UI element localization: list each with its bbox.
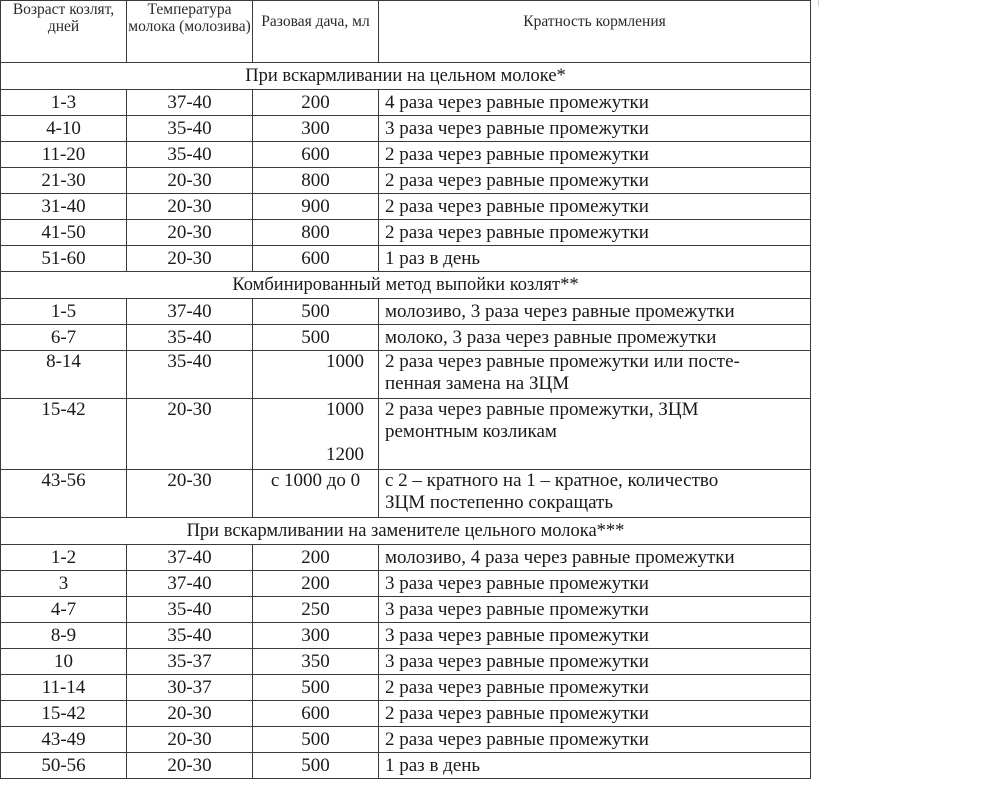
cell-dose: 800 — [253, 168, 379, 194]
cell-dose: 800 — [253, 220, 379, 246]
table-row — [1, 623, 811, 649]
cell-age: 50-56 — [1, 753, 127, 779]
table-row — [1, 142, 811, 168]
cell-dose: 250 — [253, 597, 379, 623]
cell-temperature: 35-40 — [127, 351, 253, 399]
cell-temperature: 35-37 — [127, 649, 253, 675]
table-row — [1, 351, 811, 399]
section-title-row — [1, 272, 811, 299]
header-age: Возраст козлят, дней — [1, 1, 127, 63]
table-row — [1, 325, 811, 351]
cell-frequency — [379, 351, 811, 399]
dose-value: 1000 — [326, 399, 364, 420]
frequency-line: ЗЦМ постепенно сокращать — [385, 492, 614, 513]
cell-age: 4-7 — [1, 597, 127, 623]
table-row — [1, 545, 811, 571]
cell-frequency: 3 раза через равные промежутки — [379, 597, 811, 623]
cell-age: 6-7 — [1, 325, 127, 351]
cell-frequency: 3 раза через равные промежутки — [379, 649, 811, 675]
section-title: При вскармливании на цельном молоке* — [1, 63, 811, 90]
cell-age: 8-14 — [1, 351, 127, 399]
cell-temperature: 37-40 — [127, 571, 253, 597]
cell-dose: 500 — [253, 299, 379, 325]
cell-dose: 350 — [253, 649, 379, 675]
table-row — [1, 168, 811, 194]
table-row — [1, 597, 811, 623]
table-row — [1, 649, 811, 675]
cell-temperature: 37-40 — [127, 299, 253, 325]
table-row — [1, 701, 811, 727]
cell-dose: 600 — [253, 142, 379, 168]
cell-dose: 500 — [253, 675, 379, 701]
cell-dose: 500 — [253, 753, 379, 779]
cell-frequency: 2 раза через равные промежутки — [379, 168, 811, 194]
cell-temperature: 37-40 — [127, 90, 253, 116]
cell-temperature: 35-40 — [127, 597, 253, 623]
cell-dose: 600 — [253, 701, 379, 727]
cell-dose: 300 — [253, 116, 379, 142]
cell-frequency: 3 раза через равные промежутки — [379, 623, 811, 649]
cell-temperature: 20-30 — [127, 220, 253, 246]
cell-dose: 900 — [253, 194, 379, 220]
frequency-line: 2 раза через равные промежутки, ЗЦМ — [385, 399, 699, 420]
cell-frequency: 4 раза через равные промежутки — [379, 90, 811, 116]
cell-dose: 300 — [253, 623, 379, 649]
table-row — [1, 399, 811, 470]
frequency-line: ремонтным козликам — [385, 421, 557, 442]
cell-frequency: 1 раз в день — [379, 753, 811, 779]
table-row — [1, 727, 811, 753]
frequency-line: с 2 – кратного на 1 – кратное, количество — [385, 470, 719, 491]
frequency-line: пенная замена на ЗЦМ — [385, 373, 570, 394]
table-row — [1, 675, 811, 701]
cell-temperature: 20-30 — [127, 753, 253, 779]
cell-dose: 200 — [253, 90, 379, 116]
page-edge-divider — [818, 0, 819, 6]
cell-temperature: 20-30 — [127, 399, 253, 470]
cell-age: 11-20 — [1, 142, 127, 168]
cell-dose: 1000 — [253, 351, 379, 399]
cell-age: 31-40 — [1, 194, 127, 220]
cell-frequency — [379, 470, 811, 518]
cell-frequency: 2 раза через равные промежутки — [379, 701, 811, 727]
table-row — [1, 299, 811, 325]
cell-frequency: 1 раз в день — [379, 246, 811, 272]
cell-temperature: 20-30 — [127, 727, 253, 753]
cell-temperature: 20-30 — [127, 470, 253, 518]
cell-age: 4-10 — [1, 116, 127, 142]
cell-temperature: 30-37 — [127, 675, 253, 701]
frequency-line: 2 раза через равные промежутки или посте- — [385, 351, 740, 372]
dose-value-secondary: 1200 — [326, 444, 364, 465]
cell-dose: 200 — [253, 545, 379, 571]
table-row — [1, 194, 811, 220]
cell-age: 43-49 — [1, 727, 127, 753]
header-dose: Разовая дача, мл — [253, 1, 379, 63]
section-title: Комбинированный метод выпойки козлят** — [1, 272, 811, 299]
cell-age: 41-50 — [1, 220, 127, 246]
cell-age: 11-14 — [1, 675, 127, 701]
cell-dose: 200 — [253, 571, 379, 597]
cell-age: 1-3 — [1, 90, 127, 116]
section-title: При вскармливании на заменителе цельного молока*** — [1, 518, 811, 545]
cell-frequency: 2 раза через равные промежутки — [379, 194, 811, 220]
cell-temperature: 35-40 — [127, 116, 253, 142]
table-header-row — [1, 1, 811, 63]
table-row — [1, 220, 811, 246]
cell-temperature: 20-30 — [127, 246, 253, 272]
table-row — [1, 753, 811, 779]
cell-age: 15-42 — [1, 701, 127, 727]
cell-age: 3 — [1, 571, 127, 597]
cell-dose: с 1000 до 0 — [253, 470, 379, 518]
header-temperature: Температура молока (молозива) — [127, 1, 253, 63]
cell-frequency — [379, 399, 811, 470]
cell-age: 1-2 — [1, 545, 127, 571]
table-row — [1, 571, 811, 597]
cell-frequency: 2 раза через равные промежутки — [379, 675, 811, 701]
cell-dose — [253, 399, 379, 470]
cell-frequency: молозиво, 3 раза через равные промежутки — [379, 299, 811, 325]
header-frequency: Кратность кормления — [379, 1, 811, 63]
cell-temperature: 20-30 — [127, 194, 253, 220]
cell-frequency: 2 раза через равные промежутки — [379, 727, 811, 753]
cell-frequency: 2 раза через равные промежутки — [379, 142, 811, 168]
cell-age: 10 — [1, 649, 127, 675]
cell-age: 51-60 — [1, 246, 127, 272]
cell-age: 1-5 — [1, 299, 127, 325]
table-row — [1, 90, 811, 116]
cell-dose: 600 — [253, 246, 379, 272]
cell-dose: 500 — [253, 325, 379, 351]
cell-temperature: 35-40 — [127, 142, 253, 168]
cell-age: 15-42 — [1, 399, 127, 470]
cell-frequency: 3 раза через равные промежутки — [379, 116, 811, 142]
section-title-row — [1, 63, 811, 90]
cell-age: 43-56 — [1, 470, 127, 518]
cell-temperature: 20-30 — [127, 701, 253, 727]
table-row — [1, 246, 811, 272]
cell-temperature: 35-40 — [127, 623, 253, 649]
cell-temperature: 35-40 — [127, 325, 253, 351]
section-title-row — [1, 518, 811, 545]
cell-age: 8-9 — [1, 623, 127, 649]
cell-frequency: 3 раза через равные промежутки — [379, 571, 811, 597]
cell-temperature: 37-40 — [127, 545, 253, 571]
cell-frequency: 2 раза через равные промежутки — [379, 220, 811, 246]
cell-dose: 500 — [253, 727, 379, 753]
table-row — [1, 470, 811, 518]
cell-frequency: молоко, 3 раза через равные промежутки — [379, 325, 811, 351]
cell-age: 21-30 — [1, 168, 127, 194]
cell-frequency: молозиво, 4 раза через равные промежутки — [379, 545, 811, 571]
cell-temperature: 20-30 — [127, 168, 253, 194]
table-row — [1, 116, 811, 142]
